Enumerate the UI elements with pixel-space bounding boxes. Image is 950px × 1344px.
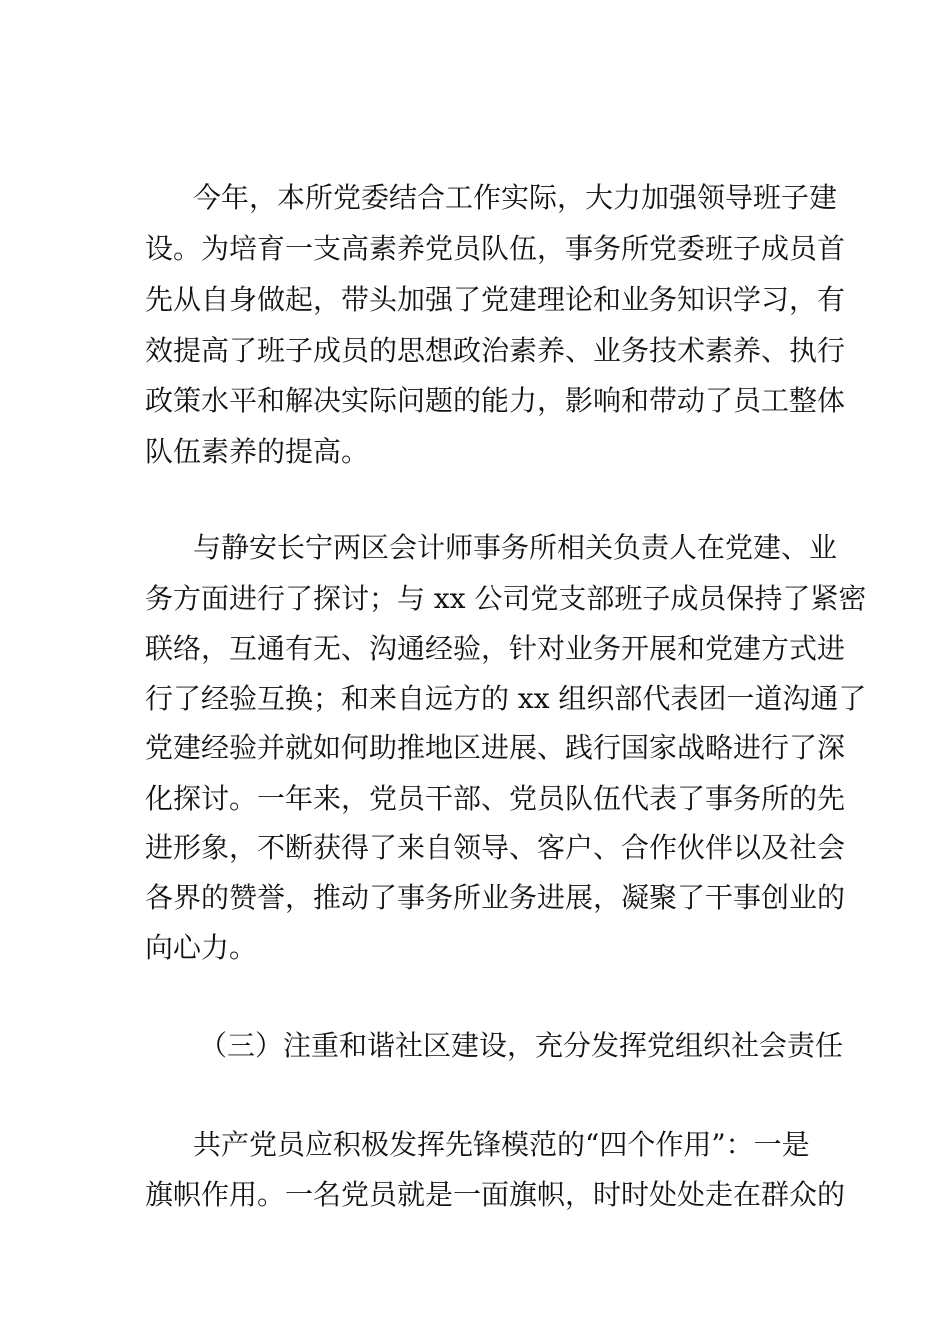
paragraph-1-line-5: 政策水平和解决实际问题的能力，影响和带动了员工整体 xyxy=(145,384,846,417)
paragraph-1-line-1: 今年，本所党委结合工作实际，大力加强领导班子建 xyxy=(193,181,838,214)
paragraph-2-line-9: 向心力。 xyxy=(145,931,258,964)
paragraph-2-line-6: 化探讨。一年来，党员干部、党员队伍代表了事务所的先 xyxy=(145,782,846,815)
paragraph-2-line-7: 进形象，不断获得了来自领导、客户、合作伙伴以及社会 xyxy=(145,831,846,864)
paragraph-1-line-4: 效提高了班子成员的思想政治素养、业务技术素养、执行 xyxy=(145,334,846,367)
paragraph-2-line-3: 联络，互通有无、沟通经验，针对业务开展和党建方式进 xyxy=(145,632,846,665)
section-heading: （三）注重和谐社区建设，充分发挥党组织社会责任 xyxy=(199,1029,844,1062)
paragraph-3-line-1: 共产党员应积极发挥先锋模范的“四个作用”：一是 xyxy=(193,1128,810,1161)
paragraph-2-line-2: 务方面进行了探讨；与 xx 公司党支部班子成员保持了紧密 xyxy=(145,582,867,615)
paragraph-1-line-3: 先从自身做起，带头加强了党建理论和业务知识学习，有 xyxy=(145,283,846,316)
paragraph-1-line-6: 队伍素养的提高。 xyxy=(145,435,370,468)
paragraph-2-line-4: 行了经验互换；和来自远方的 xx 组织部代表团一道沟通了 xyxy=(145,682,867,715)
paragraph-2-line-8: 各界的赞誉，推动了事务所业务进展，凝聚了干事创业的 xyxy=(145,881,846,914)
paragraph-1-line-2: 设。为培育一支高素养党员队伍，事务所党委班子成员首 xyxy=(145,232,846,265)
paragraph-2-line-5: 党建经验并就如何助推地区进展、践行国家战略进行了深 xyxy=(145,731,846,764)
paragraph-2-line-1: 与静安长宁两区会计师事务所相关负责人在党建、业 xyxy=(193,531,838,564)
paragraph-3-line-2: 旗帜作用。一名党员就是一面旗帜，时时处处走在群众的 xyxy=(145,1178,846,1211)
